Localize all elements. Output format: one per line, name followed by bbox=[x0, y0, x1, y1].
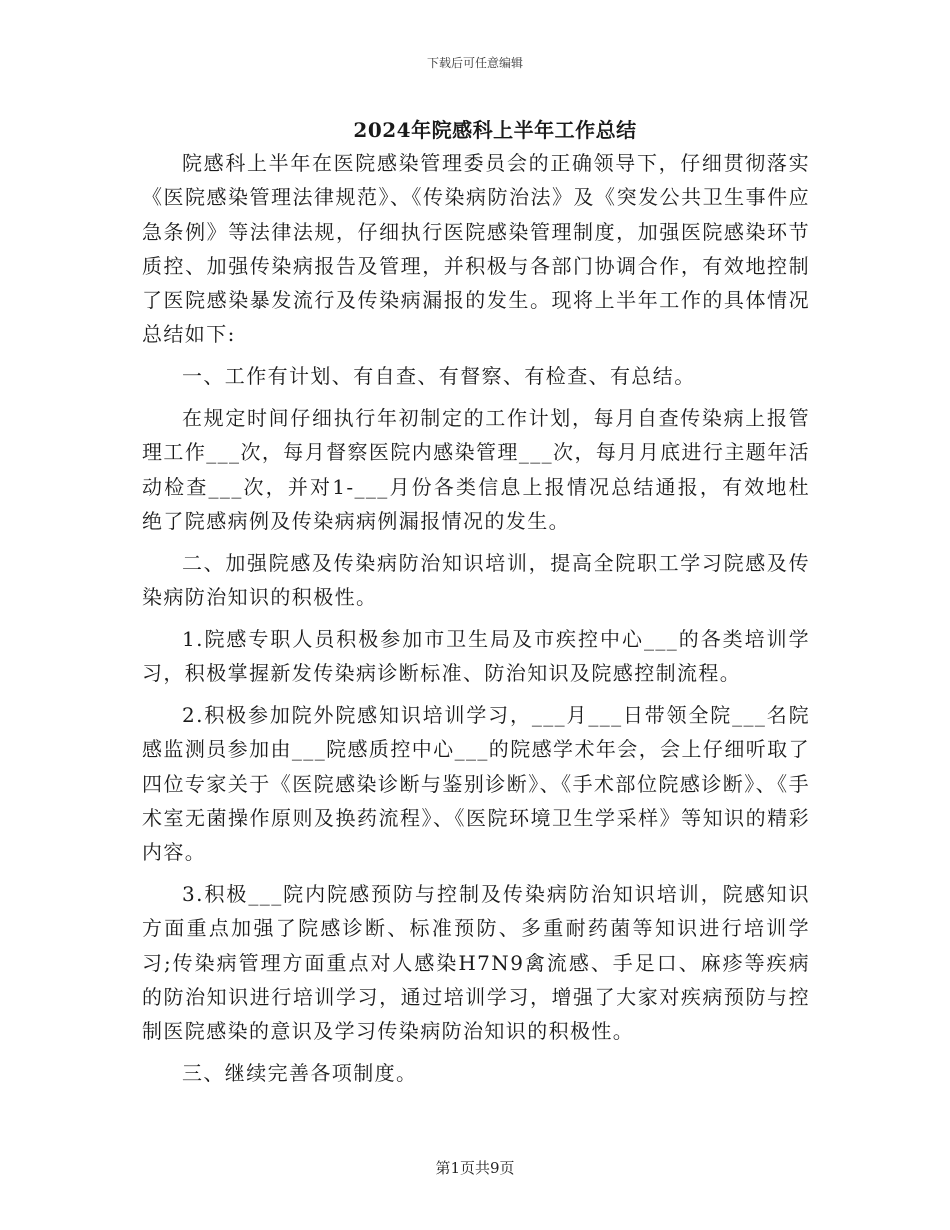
page-number: 第1页共9页 bbox=[435, 1159, 515, 1177]
header-note: 下载后可任意编辑 bbox=[426, 56, 523, 70]
heading-section-1: 一、工作有计划、有自查、有督察、有检查、有总结。 bbox=[182, 364, 696, 389]
paragraph-item-2: 2.积极参加院外院感知识培训学习，___月___日带领全院___名院感监测员参加由___院感质控中心___的院感学术年会，会上仔细听取了四位专家关于《医院感染诊断与鉴别诊断》、《手术部位院感诊断》、《手术室无菌操作原则及换药流程》、《医院环境卫生学采样》等知识的精彩内容。 bbox=[142, 702, 810, 865]
paragraph-section-1: 在规定时间仔细执行年初制定的工作计划，每月自查传染病上报管理工作___次，每月督察医院内感染管理___次，每月月底进行主题年活动检查___次，并对1-___月份各类信息上报情况总结通报，有效地杜绝了院感病例及传染病病例漏报情况的发生。 bbox=[142, 406, 810, 533]
document-body bbox=[142, 146, 810, 1098]
paragraph-intro: 院感科上半年在医院感染管理委员会的正确领导下，仔细贯彻落实《医院感染管理法律规范》、《传染病防治法》及《突发公共卫生事件应急条例》等法律法规，仔细执行医院感染管理制度，加强医院感染环节质控、加强传染病报告及管理，并积极与各部门协调合作，有效地控制了医院感染暴发流行及传染病漏报的发生。现将上半年工作的具体情况总结如下: bbox=[142, 151, 810, 347]
heading-section-2: 二、加强院感及传染病防治知识培训，提高全院职工学习院感及传染病防治知识的积极性。 bbox=[142, 550, 810, 610]
paragraph-item-3: 3.积极___院内院感预防与控制及传染病防治知识培训，院感知识方面重点加强了院感诊断、标准预防、多重耐药菌等知识进行培训学习;传染病管理方面重点对人感染H7N9禽流感、手足口、麻疹等疾病的防治知识进行培训学习，通过培训学习，增强了大家对疾病预防与控制医院感染的意识及学习传染病防治知识的积极性。 bbox=[142, 881, 810, 1044]
paragraph-item-1: 1.院感专职人员积极参加市卫生局及市疾控中心___的各类培训学习，积极掌握新发传染病诊断标准、防治知识及院感控制流程。 bbox=[142, 626, 810, 686]
heading-section-3: 三、继续完善各项制度。 bbox=[182, 1060, 418, 1085]
document-title: 2024年院感科上半年工作总结 bbox=[353, 118, 637, 142]
